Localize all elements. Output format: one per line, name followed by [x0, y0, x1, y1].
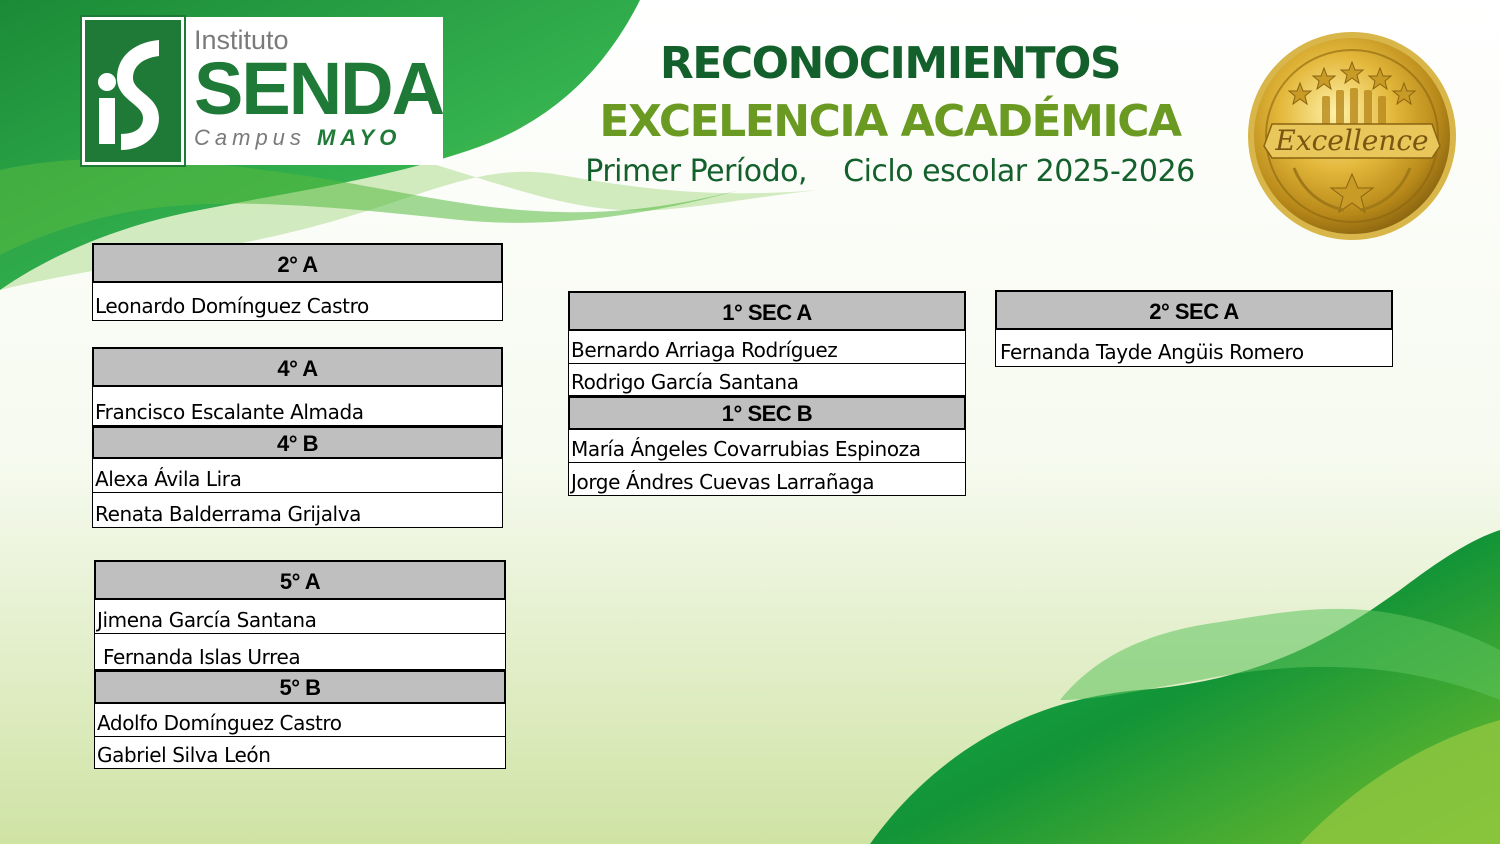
group-5a-table	[94, 560, 506, 769]
seal-label: Excellence	[1275, 124, 1429, 157]
page-title: RECONOCIMIENTOS	[659, 38, 1121, 89]
excellence-seal-icon	[1244, 28, 1460, 244]
group-header: 1° SEC A	[568, 291, 966, 331]
institute-logo	[82, 17, 443, 165]
is-monogram-icon	[85, 26, 181, 156]
student-row: Jorge Ándres Cuevas Larrañaga	[568, 463, 966, 496]
student-row: Francisco Escalante Almada	[92, 387, 503, 426]
student-row: Fernanda Islas Urrea	[94, 634, 506, 670]
group-header: 4° B	[92, 426, 503, 459]
group-header: 5° A	[94, 560, 506, 600]
student-row: Fernanda Tayde Angüis Romero	[995, 330, 1393, 367]
logo-mayo-word: MAYO	[317, 125, 402, 150]
student-row: Rodrigo García Santana	[568, 364, 966, 396]
logo-line-instituto: Instituto	[194, 25, 289, 55]
group-2a-table	[92, 243, 503, 321]
group-header: 2° SEC A	[995, 290, 1393, 330]
page-subtitle: EXCELENCIA ACADÉMICA	[599, 96, 1181, 147]
student-row: Bernardo Arriaga Rodríguez	[568, 331, 966, 364]
period-label: Primer Período, Ciclo escolar 2025-2026	[585, 154, 1195, 189]
group-header: 1° SEC B	[568, 396, 966, 430]
student-row: Leonardo Domínguez Castro	[92, 283, 503, 321]
group-2seca-table	[995, 290, 1393, 367]
student-row: Jimena García Santana	[94, 600, 506, 634]
logo-line-senda: SENDA	[194, 47, 444, 130]
logo-campus-word: Campus	[194, 125, 318, 150]
student-row: Adolfo Domínguez Castro	[94, 704, 506, 737]
group-header: 4° A	[92, 347, 503, 387]
student-row: Renata Balderrama Grijalva	[92, 493, 503, 528]
student-row: Alexa Ávila Lira	[92, 459, 503, 493]
logo-mark-icon	[82, 17, 184, 165]
group-header: 2° A	[92, 243, 503, 283]
group-header: 5° B	[94, 670, 506, 704]
group-4a-table	[92, 347, 503, 528]
student-row: María Ángeles Covarrubias Espinoza	[568, 430, 966, 463]
group-1seca-table	[568, 291, 966, 496]
student-row: Gabriel Silva León	[94, 737, 506, 769]
